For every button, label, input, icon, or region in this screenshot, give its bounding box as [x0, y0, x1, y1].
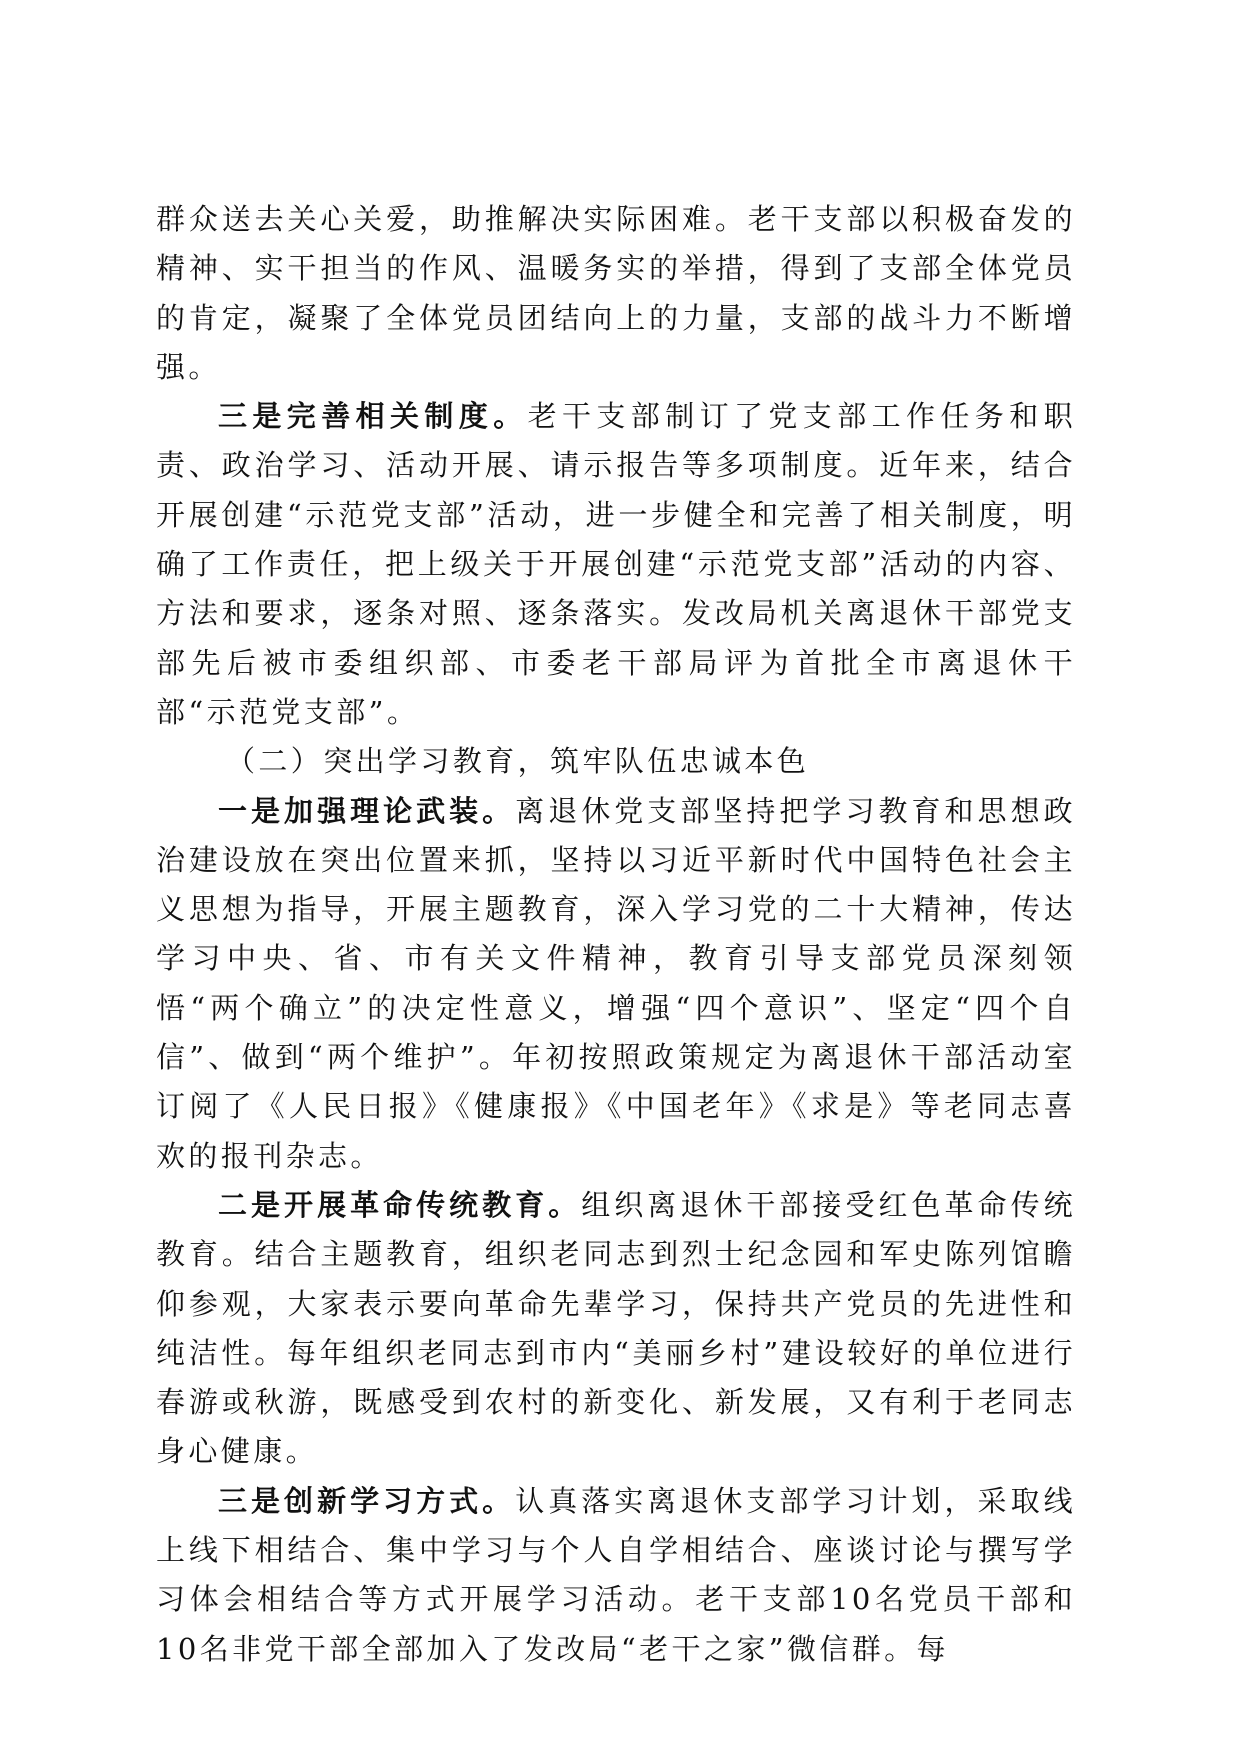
paragraph-continuation: 群众送去关心关爱，助推解决实际困难。老干支部以积极奋发的精神、实干担当的作风、温暖务实的举措，得到了支部全体党员的肯定，凝聚了全体党员团结向上的力量，支部的战斗力不断增强。 [156, 202, 1076, 384]
paragraph-lead: 三是创新学习方式。 [218, 1483, 516, 1518]
paragraph-tradition [156, 1181, 1076, 1477]
paragraph-improve-systems [156, 392, 1076, 737]
paragraph-lead: 二是开展革命传统教育。 [218, 1187, 582, 1222]
paragraph-lead: 一是加强理论武装。 [218, 793, 516, 828]
section-heading: （二）突出学习教育，筑牢队伍忠诚本色 [226, 744, 810, 779]
paragraph-theory [156, 787, 1076, 1181]
paragraph-text: 认真落实离退休支部学习计划，采取线上线下相结合、集中学习与个人自学相结合、座谈讨论与撰写学习体会相结合等方式开展学习活动。老干支部10名党员干部和10名非党干部全部加入了发改局“老干之家”微信群。每 [156, 1483, 1076, 1666]
paragraph-lead: 三是完善相关制度。 [218, 399, 528, 434]
paragraph-text: 组织离退休干部接受红色革命传统教育。结合主题教育，组织老同志到烈士纪念园和军史陈列馆瞻仰参观，大家表示要向革命先辈学习，保持共产党员的先进性和纯洁性。每年组织老同志到市内“美丽乡村”建设较好的单位进行春游或秋游，既感受到农村的新变化、新发展，又有利于老同志身心健康。 [156, 1187, 1076, 1469]
paragraph-text: 离退休党支部坚持把学习教育和思想政治建设放在突出位置来抓，坚持以习近平新时代中国特色社会主义思想为指导，开展主题教育，深入学习党的二十大精神，传达学习中央、省、市有关文件精神，教育引导支部党员深刻领悟“两个确立”的决定性意义，增强“四个意识”、坚定“四个自信”、做到“两个维护”。年初按照政策规定为离退休干部活动室订阅了《人民日报》《健康报》《中国老年》《求是》等老同志喜欢的报刊杂志。 [156, 793, 1076, 1173]
paragraph-text: 老干支部制订了党支部工作任务和职责、政治学习、活动开展、请示报告等多项制度。近年来，结合开展创建“示范党支部”活动，进一步健全和完善了相关制度，明确了工作责任，把上级关于开展创建“示范党支部”活动的内容、方法和要求，逐条对照、逐条落实。发改局机关离退休干部党支部先后被市委组织部、市委老干部局评为首批全市离退休干部“示范党支部”。 [156, 399, 1077, 729]
document-body [156, 195, 1076, 1674]
paragraph-learning-methods [156, 1477, 1076, 1674]
